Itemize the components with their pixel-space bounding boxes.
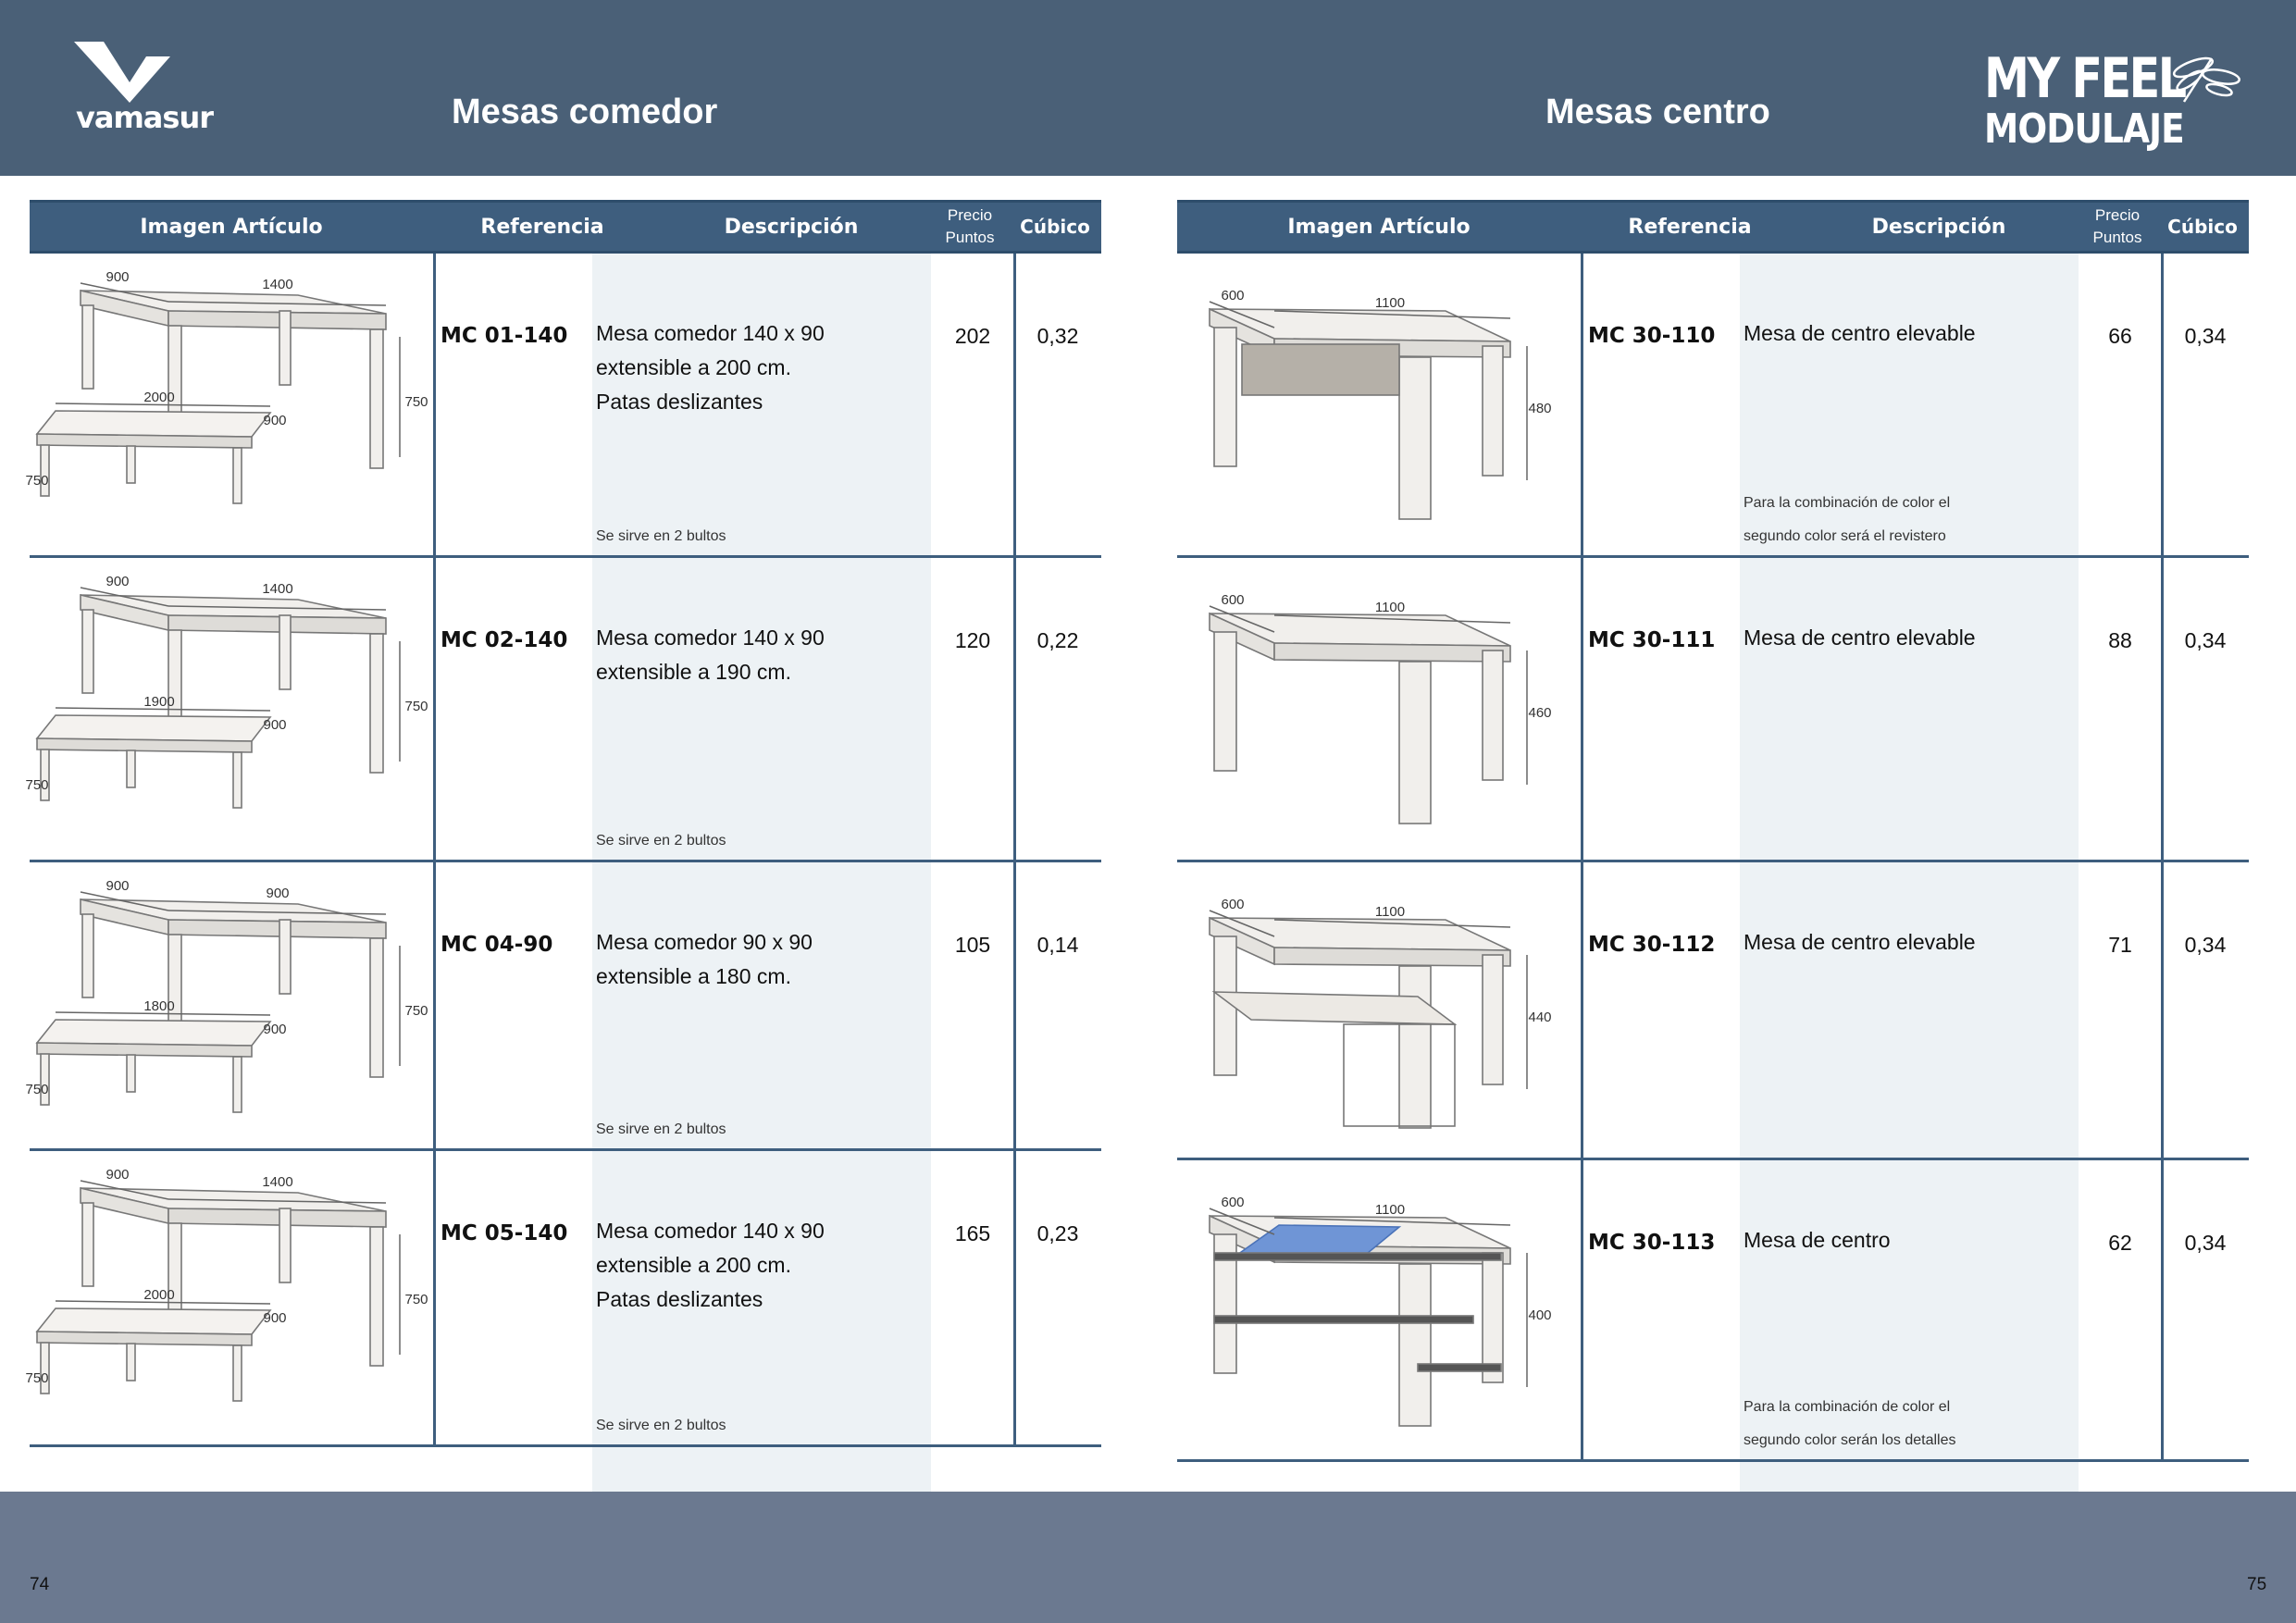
cubic-volume: 0,23 [1036,1221,1079,1245]
divider [1013,254,1016,1447]
cubic-volume: 0,34 [2184,628,2227,652]
coffee-tables-table [1177,200,2249,1492]
reference-code: MC 30-110 [1588,324,1716,348]
brand-bottom-text: MODULAJE [1984,105,2184,153]
description-line: extensible a 200 cm. [596,1253,791,1277]
shipping-note [596,520,925,553]
dimension-label: 750 [25,473,49,489]
dimension-label: 750 [404,394,428,410]
product-image [25,254,428,554]
description-text [1744,1223,2073,1258]
product-drawing [25,1151,428,1443]
dimension-label: 900 [263,1310,287,1326]
description-line: extensible a 180 cm. [596,964,791,988]
description-line: Mesa comedor 140 x 90 [596,626,825,650]
page-number-right: 75 [2247,1575,2267,1594]
dimension-label: 2000 [143,390,175,405]
cubic-volume: 0,34 [2184,933,2227,957]
description-text [596,621,925,689]
price-points: 202 [954,324,991,348]
dining-table-drawing [37,595,386,808]
description-text [596,925,925,994]
shipping-note [596,1409,925,1443]
dragonfly-icon [2166,51,2240,106]
description-text [1744,925,2073,960]
price-points: 66 [2108,324,2132,348]
table-header [1177,200,2249,254]
col-cubic-header: Cúbico [2167,216,2238,238]
product-drawing [1177,1160,1575,1458]
price-header-line2: Puntos [2092,229,2142,246]
cubic-volume: 0,32 [1036,324,1079,348]
coffee-table-drawing [1210,309,1510,519]
table-row [25,558,1101,862]
col-description-header: Descripción [1871,215,2006,239]
dimension-label: 1100 [1374,600,1406,615]
page-number-left: 74 [30,1575,50,1594]
cubic-volume: 0,34 [2184,324,2227,348]
description-line: extensible a 200 cm. [596,355,791,379]
dimension-label: 750 [25,1082,49,1097]
dimension-label: 1100 [1374,295,1406,311]
dimension-label: 750 [404,699,428,714]
dimension-label: 400 [1528,1307,1552,1323]
description-line: Mesa de centro elevable [1744,321,1976,345]
table-row [1177,862,2249,1160]
reference-code: MC 30-111 [1588,628,1716,652]
right-section-title: Mesas centro [1545,93,1770,131]
reference-code: MC 04-90 [441,933,553,957]
table-row [1177,254,2249,558]
dimension-label: 1800 [143,998,175,1014]
cubic-volume: 0,34 [2184,1231,2227,1255]
shipping-note [1744,487,2073,553]
description-line: extensible a 190 cm. [596,660,791,684]
dimension-label: 900 [105,574,130,589]
description-line: Mesa comedor 90 x 90 [596,930,813,954]
product-image [25,558,428,859]
dimension-label: 460 [1528,705,1552,721]
note-line: Se sirve en 2 bultos [596,1418,726,1433]
header-band [0,0,2296,176]
description-line: Mesa de centro elevable [1744,626,1976,650]
description-text [1744,316,2073,351]
price-points: 120 [954,628,991,652]
col-cubic-header: Cúbico [1020,216,1090,238]
brand-top-text: MY FEEL [1984,46,2185,111]
reference-code: MC 30-113 [1588,1231,1716,1255]
dimension-label: 1900 [143,694,175,710]
price-points: 88 [2108,628,2132,652]
dimension-label: 2000 [143,1287,175,1303]
product-image [1177,254,1575,554]
coffee-table-drawing [1210,1216,1510,1426]
dimension-label: 440 [1528,1010,1552,1025]
table-row [1177,1160,2249,1462]
description-text [596,1214,925,1317]
dimension-label: 1400 [262,1174,293,1190]
col-image-header: Imagen Artículo [140,215,323,239]
col-price-header [2079,203,2156,251]
product-image [1177,558,1575,859]
note-line: Para la combinación de color el [1744,1399,1951,1415]
col-image-header: Imagen Artículo [1287,215,1471,239]
divider [433,254,436,1447]
reference-code: MC 01-140 [441,324,568,348]
description-line: Mesa comedor 140 x 90 [596,321,825,345]
price-points: 105 [954,933,991,957]
dimension-label: 600 [1221,897,1245,912]
price-points: 71 [2108,933,2132,957]
dimension-label: 750 [404,1003,428,1019]
vamasur-logo-icon [74,42,185,103]
note-line: segundo color serán los detalles [1744,1432,1956,1448]
note-line: Se sirve en 2 bultos [596,833,726,849]
price-header-line2: Puntos [945,229,995,246]
product-drawing [25,254,428,554]
dimension-label: 600 [1221,288,1245,304]
product-drawing [25,862,428,1147]
table-row [1177,558,2249,862]
dimension-label: 1100 [1374,904,1406,920]
product-image [25,862,428,1147]
description-text [596,316,925,419]
note-line: Se sirve en 2 bultos [596,528,726,544]
description-line: Patas deslizantes [596,1287,763,1311]
dimension-label: 1400 [262,581,293,597]
cubic-volume: 0,22 [1036,628,1079,652]
table-row [25,254,1101,558]
coffee-table-drawing [1210,613,1510,824]
dimension-label: 900 [105,878,130,894]
dimension-label: 1400 [262,277,293,292]
price-points: 62 [2108,1231,2132,1255]
description-line: Mesa de centro [1744,1228,1891,1252]
divider [2161,254,2164,1462]
product-image [1177,862,1575,1157]
note-line: Se sirve en 2 bultos [596,1121,726,1137]
footer-band [0,1492,2296,1623]
coffee-table-drawing [1210,918,1510,1128]
dimension-label: 1100 [1374,1202,1406,1218]
dimension-label: 480 [1528,401,1552,416]
left-section-title: Mesas comedor [452,93,718,131]
table-row [25,862,1101,1151]
product-drawing [1177,558,1575,859]
note-line: segundo color será el revistero [1744,528,1946,544]
reference-code: MC 02-140 [441,628,568,652]
reference-code: MC 05-140 [441,1221,568,1245]
dining-table-drawing [37,291,386,503]
dimension-label: 900 [266,886,290,901]
product-drawing [1177,254,1575,554]
cubic-volume: 0,14 [1036,933,1079,957]
shipping-note [1744,1391,2073,1457]
dining-table-drawing [37,899,386,1112]
dining-tables-table [25,200,1101,1492]
description-line: Mesa comedor 140 x 90 [596,1219,825,1243]
table-header [30,200,1101,254]
description-text [1744,621,2073,655]
price-header-line1: Precio [947,206,993,224]
product-drawing [1177,862,1575,1157]
col-reference-header: Referencia [1628,215,1752,239]
logo-text: vamasur [76,100,213,135]
dimension-label: 600 [1221,1195,1245,1210]
product-image [1177,1160,1575,1458]
dimension-label: 750 [25,777,49,793]
description-line: Mesa de centro elevable [1744,930,1976,954]
dining-table-drawing [37,1188,386,1401]
price-points: 165 [954,1221,991,1245]
col-reference-header: Referencia [480,215,604,239]
product-image [25,1151,428,1443]
dimension-label: 750 [25,1370,49,1386]
dimension-label: 750 [404,1292,428,1307]
shipping-note [596,824,925,858]
description-line: Patas deslizantes [596,390,763,414]
divider [1581,254,1583,1462]
dimension-label: 900 [263,1022,287,1037]
product-drawing [25,558,428,859]
reference-code: MC 30-112 [1588,933,1716,957]
col-description-header: Descripción [724,215,859,239]
dimension-label: 900 [263,717,287,733]
dimension-label: 900 [105,269,130,285]
dimension-label: 600 [1221,592,1245,608]
dimension-label: 900 [263,413,287,428]
price-header-line1: Precio [2094,206,2141,224]
shipping-note [596,1113,925,1146]
dimension-label: 900 [105,1167,130,1183]
note-line: Para la combinación de color el [1744,495,1951,511]
table-row [25,1151,1101,1447]
col-price-header [931,203,1009,251]
